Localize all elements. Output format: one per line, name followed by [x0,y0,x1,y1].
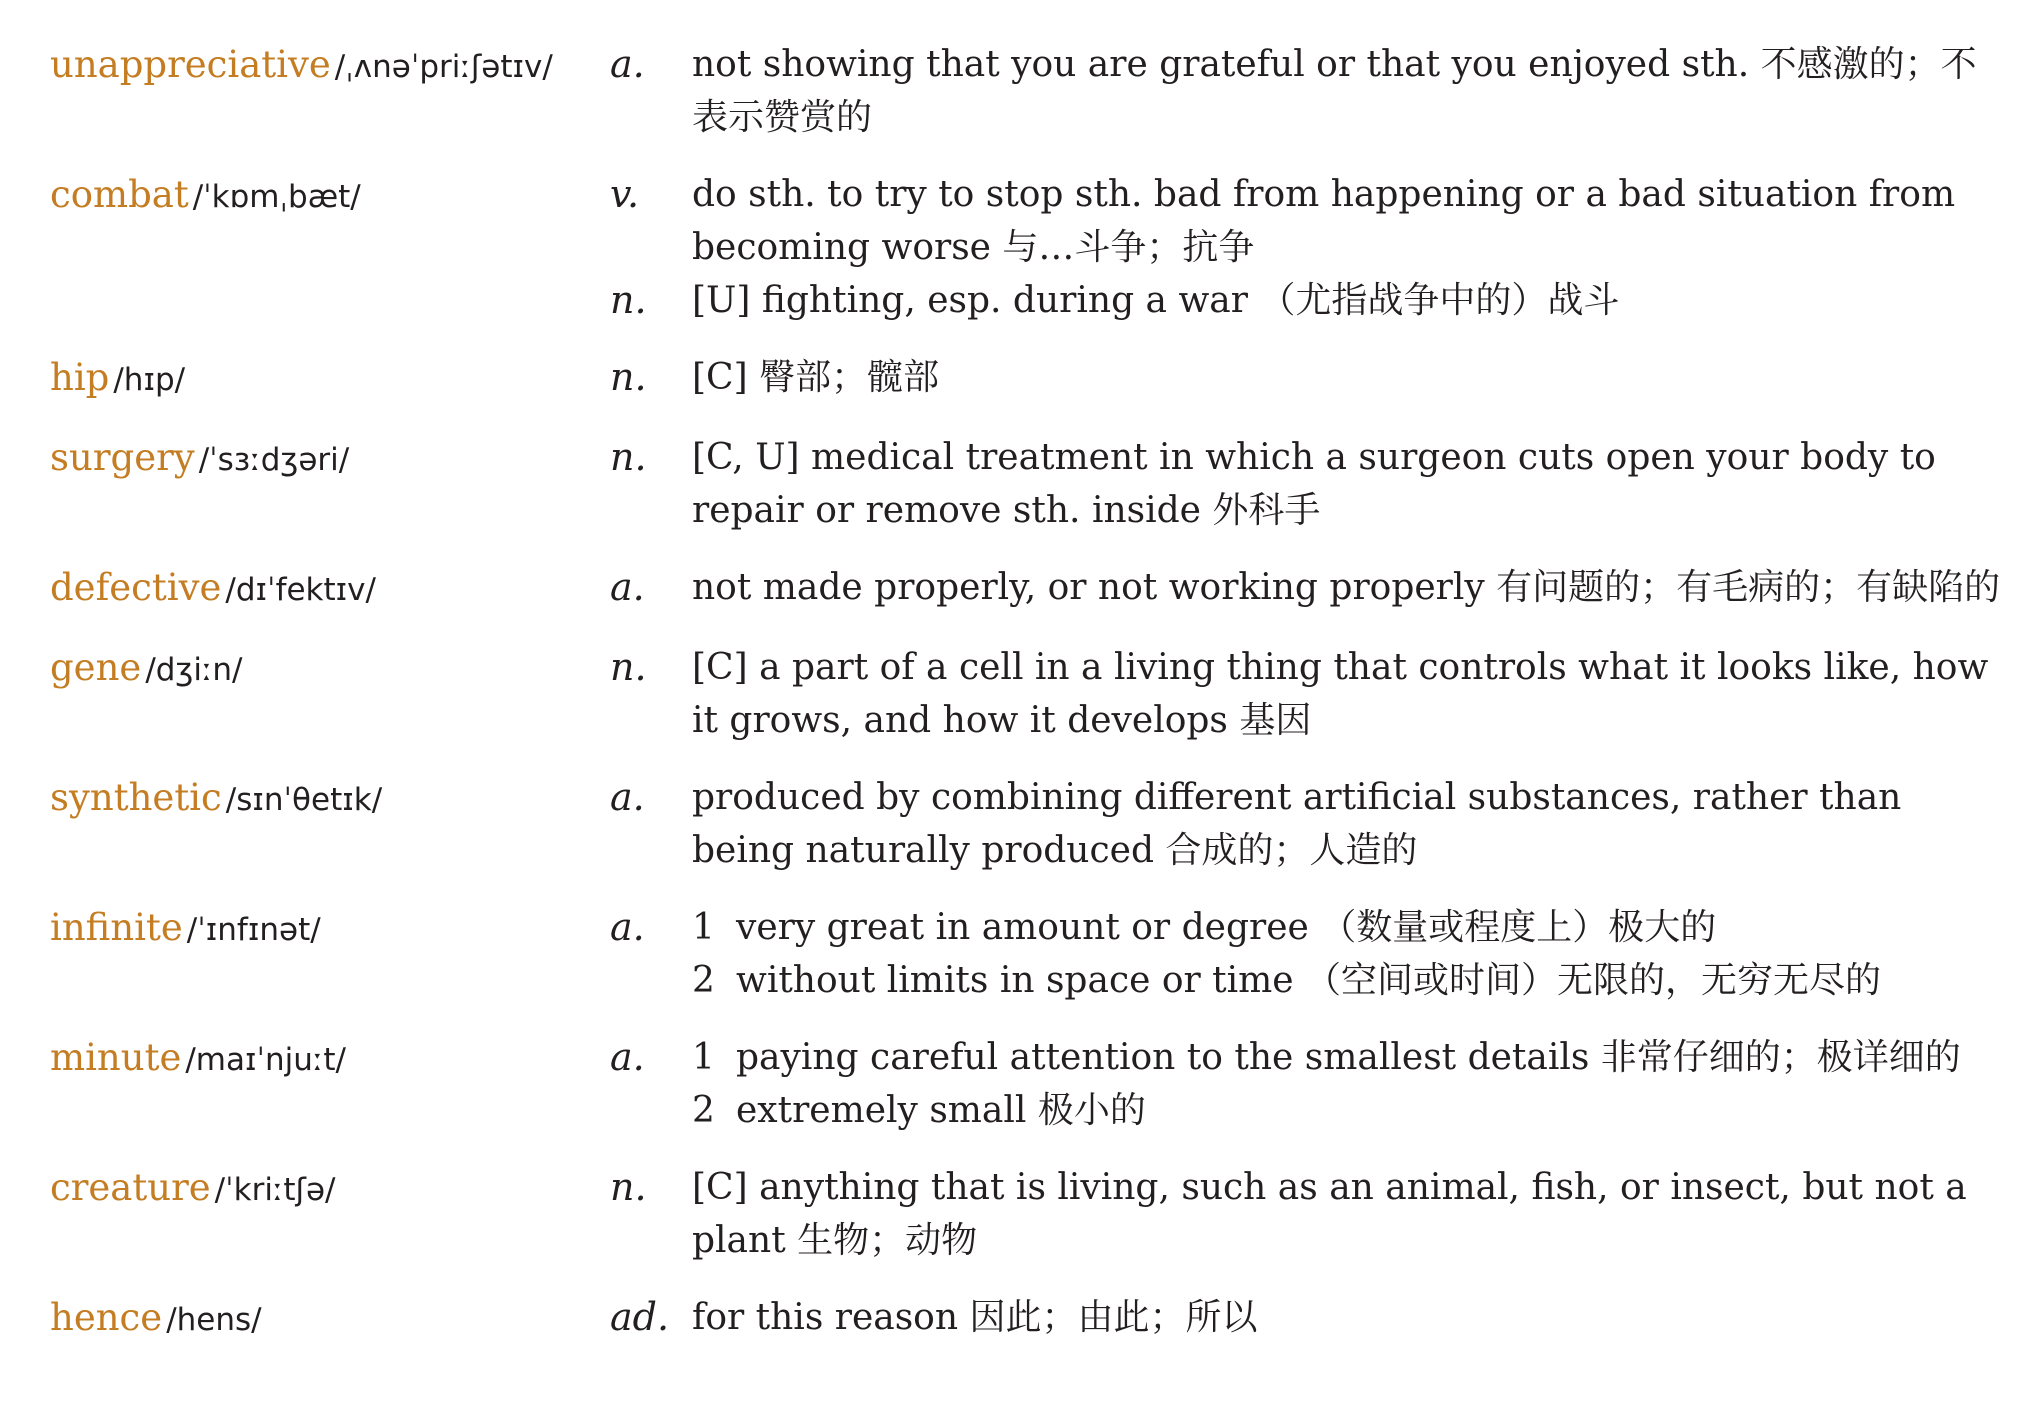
phonetic-transcription: /ˈɪnfɪnət/ [186,912,321,948]
sense-row [610,168,2010,274]
entry-head [50,431,610,487]
entry-head [50,1031,610,1087]
part-of-speech: n. [610,1165,647,1209]
entry-head [50,168,610,224]
numbered-definition [692,1031,2002,1084]
sense-row [610,1161,2010,1267]
phonetic-transcription: /maɪˈnjuːt/ [185,1042,346,1078]
headword: unappreciative [50,43,331,86]
part-of-speech: a. [610,1035,645,1079]
definition: [C] 臀部；髋部 [692,357,940,398]
definition: not made properly, or not working properly 有问题的；有毛病的；有缺陷的 [692,567,2001,608]
part-of-speech: n. [610,645,647,689]
phonetic-transcription: /ˈsɜːdʒəri/ [198,442,350,478]
definition: [U] fighting, esp. during a war （尤指战争中的）战斗 [692,280,1620,321]
headword: minute [50,1036,182,1079]
entry-senses [610,431,2010,537]
entry-head [50,641,610,697]
entry-head [50,1161,610,1217]
numbered-definition [692,901,2002,954]
definition-text: without limits in space or time （空间或时间）无限的，无穷无尽的 [736,960,1882,1001]
definition: not showing that you are grateful or that you enjoyed sth. 不感激的；不表示赞赏的 [692,44,1977,138]
definition: [C, U] medical treatment in which a surgeon cuts open your body to repair or remove sth. inside 外科手 [692,437,1936,531]
sense-row [610,274,2010,327]
entry-senses [610,1031,2010,1137]
part-of-speech: a. [610,42,645,86]
glossary-entry [50,168,2010,327]
headword: surgery [50,436,195,479]
glossary-entry [50,641,2010,747]
part-of-speech: a. [610,905,645,949]
definition: [C] anything that is living, such as an animal, fish, or insect, but not a plant 生物；动物 [692,1167,1967,1261]
phonetic-transcription: /dɪˈfektɪv/ [225,572,376,608]
entry-head [50,351,610,407]
part-of-speech: v. [610,172,640,216]
headword: infinite [50,906,183,949]
definition: produced by combining different artificial substances, rather than being naturally produced 合成的；人造的 [692,777,1902,871]
phonetic-transcription: /sɪnˈθetɪk/ [225,782,383,818]
definition-number: 1 [692,1037,715,1078]
glossary-entry [50,771,2010,877]
sense-row [610,38,2010,144]
phonetic-transcription: /ˌʌnəˈpriːʃətɪv/ [334,49,553,85]
definition [692,1031,2002,1137]
part-of-speech: a. [610,565,645,609]
part-of-speech: n. [610,278,647,322]
numbered-definition [692,954,2002,1007]
sense-row [610,771,2010,877]
part-of-speech: n. [610,355,647,399]
definition-number: 2 [692,1090,715,1131]
glossary-entry [50,351,2010,407]
vocabulary-glossary [50,38,2010,1371]
definition-number: 1 [692,907,715,948]
entry-senses [610,1161,2010,1267]
part-of-speech: ad. [610,1295,670,1339]
headword: gene [50,646,142,689]
phonetic-transcription: /ˈkriːtʃə/ [214,1172,336,1208]
sense-row [610,351,2010,404]
entry-head [50,901,610,957]
definition: do sth. to try to stop sth. bad from happening or a bad situation from becoming worse 与…斗争；抗争 [692,174,1956,268]
sense-row [610,641,2010,747]
phonetic-transcription: /hens/ [166,1302,262,1338]
entry-head [50,1291,610,1347]
headword: hence [50,1296,163,1339]
definition-text: extremely small 极小的 [736,1090,1146,1131]
definition-text: very great in amount or degree （数量或程度上）极大的 [736,907,1717,948]
phonetic-transcription: /dʒiːn/ [145,652,243,688]
entry-senses [610,351,2010,404]
sense-row [610,431,2010,537]
glossary-entry [50,431,2010,537]
glossary-entry [50,1161,2010,1267]
glossary-entry [50,901,2010,1007]
entry-senses [610,168,2010,327]
definition-number: 2 [692,960,715,1001]
glossary-entry [50,38,2010,144]
headword: defective [50,566,222,609]
entry-senses [610,641,2010,747]
part-of-speech: a. [610,775,645,819]
definition: for this reason 因此；由此；所以 [692,1297,1258,1338]
headword: hip [50,356,110,399]
entry-head [50,561,610,617]
glossary-entry [50,561,2010,617]
sense-row [610,1291,2010,1344]
entry-senses [610,771,2010,877]
glossary-entry [50,1031,2010,1137]
headword: synthetic [50,776,222,819]
headword: combat [50,173,189,216]
phonetic-transcription: /hɪp/ [113,362,186,398]
entry-senses [610,561,2010,614]
part-of-speech: n. [610,435,647,479]
phonetic-transcription: /ˈkɒmˌbæt/ [192,179,361,215]
sense-row [610,1031,2010,1137]
definition: [C] a part of a cell in a living thing that controls what it looks like, how it grows, and how it develops 基因 [692,647,1989,741]
entry-head [50,38,610,94]
headword: creature [50,1166,211,1209]
sense-row [610,901,2010,1007]
entry-head [50,771,610,827]
definition-text: paying careful attention to the smallest details 非常仔细的；极详细的 [736,1037,1961,1078]
definition [692,901,2002,1007]
numbered-definition [692,1084,2002,1137]
entry-senses [610,901,2010,1007]
glossary-entry [50,1291,2010,1347]
entry-senses [610,38,2010,144]
sense-row [610,561,2010,614]
entry-senses [610,1291,2010,1344]
